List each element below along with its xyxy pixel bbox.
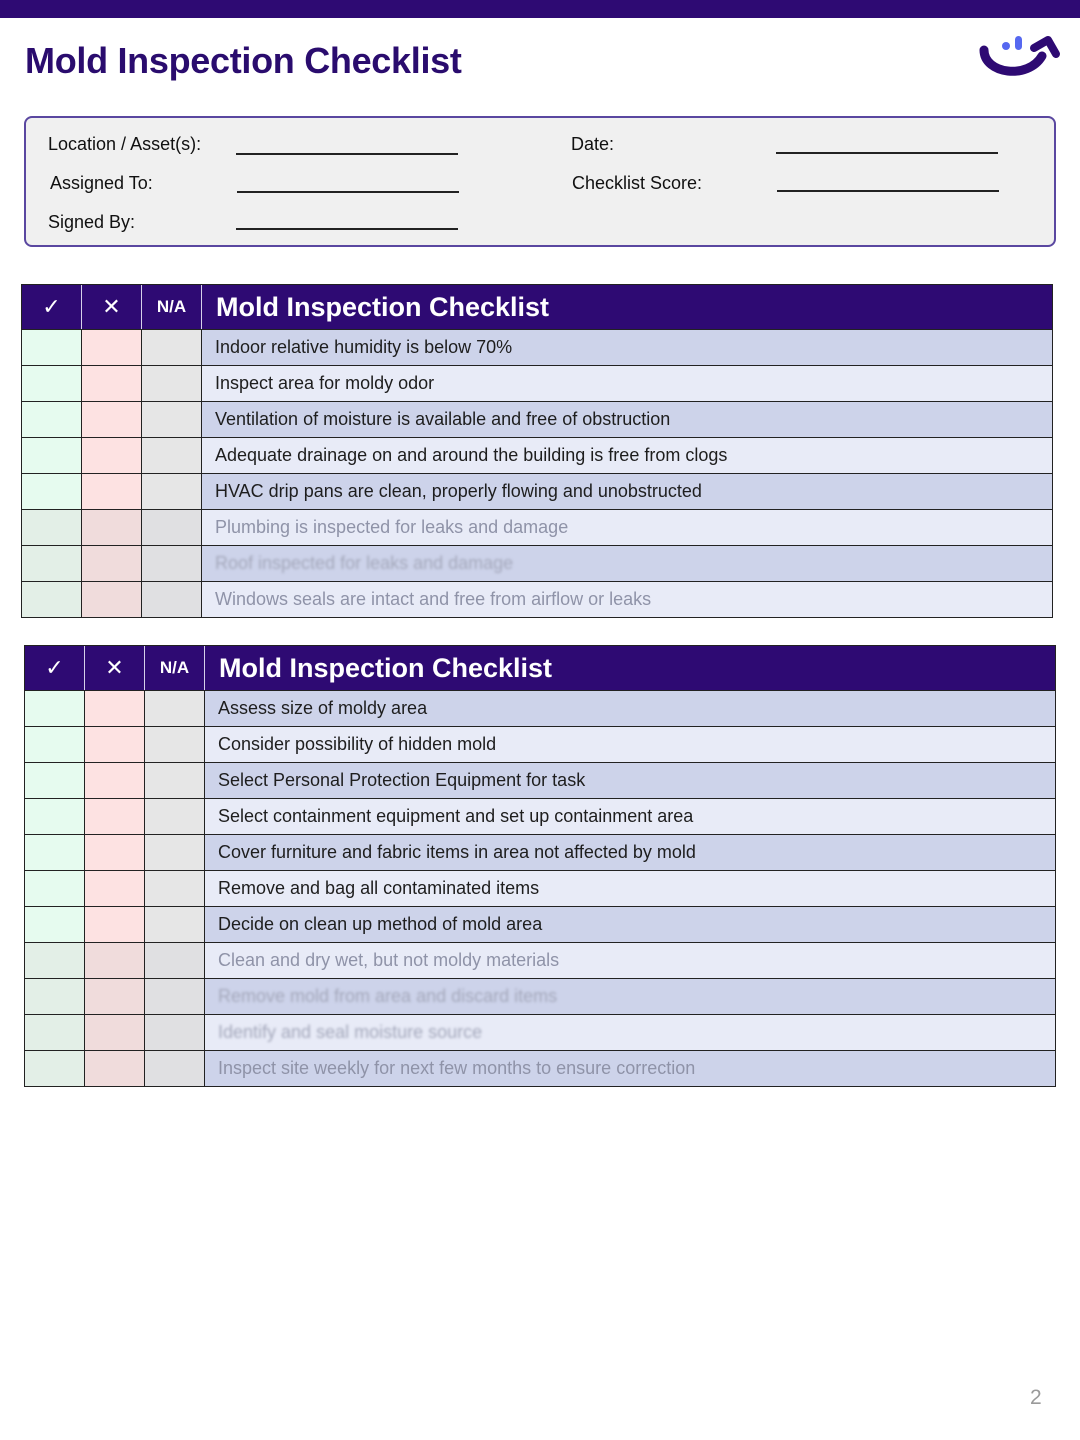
pass-checkbox[interactable] <box>22 474 82 509</box>
item-text: Decide on clean up method of mold area <box>205 907 1055 942</box>
checklist-table-2 <box>24 645 1056 1087</box>
item-text: Identify and seal moisture source <box>205 1015 1055 1050</box>
table-row <box>24 691 1056 727</box>
fail-checkbox[interactable] <box>82 438 142 473</box>
fail-checkbox[interactable] <box>85 1015 145 1050</box>
fail-checkbox[interactable] <box>82 330 142 365</box>
na-checkbox[interactable] <box>142 366 202 401</box>
table-row <box>24 727 1056 763</box>
fail-checkbox[interactable] <box>82 474 142 509</box>
na-column-header: N/A <box>145 646 205 690</box>
pass-checkbox[interactable] <box>25 727 85 762</box>
inspection-info-box <box>24 116 1056 247</box>
table-row <box>24 907 1056 943</box>
fail-checkbox[interactable] <box>85 691 145 726</box>
table-row <box>21 402 1053 438</box>
item-text: Roof inspected for leaks and damage <box>202 546 1052 581</box>
na-checkbox[interactable] <box>145 1051 205 1086</box>
date-input[interactable] <box>776 152 998 154</box>
fail-checkbox[interactable] <box>85 835 145 870</box>
na-checkbox[interactable] <box>142 582 202 617</box>
fail-checkbox[interactable] <box>82 582 142 617</box>
na-checkbox[interactable] <box>142 510 202 545</box>
na-checkbox[interactable] <box>142 438 202 473</box>
signed-label: Signed By: <box>48 212 136 232</box>
table-row <box>21 438 1053 474</box>
checklist-table-1 <box>21 284 1053 618</box>
table-row <box>24 1051 1056 1087</box>
pass-column-header: ✓ <box>22 285 82 329</box>
fail-checkbox[interactable] <box>85 763 145 798</box>
table-row <box>24 871 1056 907</box>
assigned-input[interactable] <box>237 191 459 193</box>
fail-checkbox[interactable] <box>82 546 142 581</box>
pass-checkbox[interactable] <box>25 1015 85 1050</box>
pass-checkbox[interactable] <box>22 546 82 581</box>
item-text: Windows seals are intact and free from airflow or leaks <box>202 582 1052 617</box>
na-checkbox[interactable] <box>145 799 205 834</box>
table-row <box>24 1015 1056 1051</box>
location-label: Location / Asset(s): <box>48 134 202 154</box>
pass-checkbox[interactable] <box>22 582 82 617</box>
pass-checkbox[interactable] <box>25 979 85 1014</box>
fail-checkbox[interactable] <box>85 907 145 942</box>
location-field <box>48 134 201 155</box>
pass-checkbox[interactable] <box>22 438 82 473</box>
table-row <box>24 799 1056 835</box>
pass-checkbox[interactable] <box>25 871 85 906</box>
table-row <box>21 510 1053 546</box>
pass-checkbox[interactable] <box>22 330 82 365</box>
score-label: Checklist Score: <box>572 173 703 193</box>
na-checkbox[interactable] <box>145 1015 205 1050</box>
fail-checkbox[interactable] <box>85 799 145 834</box>
na-checkbox[interactable] <box>145 727 205 762</box>
score-input[interactable] <box>777 190 999 192</box>
item-text: Remove and bag all contaminated items <box>205 871 1055 906</box>
pass-checkbox[interactable] <box>22 510 82 545</box>
na-checkbox[interactable] <box>142 330 202 365</box>
signed-field <box>48 212 135 233</box>
item-text: Inspect site weekly for next few months to ensure correction <box>205 1051 1055 1086</box>
table-row <box>21 366 1053 402</box>
pass-checkbox[interactable] <box>22 366 82 401</box>
table-title: Mold Inspection Checklist <box>216 291 550 322</box>
fail-checkbox[interactable] <box>85 1051 145 1086</box>
na-checkbox[interactable] <box>145 943 205 978</box>
pass-checkbox[interactable] <box>25 835 85 870</box>
na-checkbox[interactable] <box>142 474 202 509</box>
fail-checkbox[interactable] <box>85 979 145 1014</box>
item-text: Select containment equipment and set up containment area <box>205 799 1055 834</box>
table-header <box>24 645 1056 691</box>
signed-input[interactable] <box>236 228 458 230</box>
table-title: Mold Inspection Checklist <box>219 652 553 683</box>
pass-checkbox[interactable] <box>25 691 85 726</box>
table-row <box>24 979 1056 1015</box>
na-checkbox[interactable] <box>145 691 205 726</box>
score-field <box>572 173 702 194</box>
pass-checkbox[interactable] <box>22 402 82 437</box>
na-checkbox[interactable] <box>142 402 202 437</box>
pass-checkbox[interactable] <box>25 943 85 978</box>
table-row <box>21 474 1053 510</box>
pass-checkbox[interactable] <box>25 799 85 834</box>
pass-column-header: ✓ <box>25 646 85 690</box>
table-row <box>21 546 1053 582</box>
location-input[interactable] <box>236 153 458 155</box>
na-checkbox[interactable] <box>145 871 205 906</box>
pass-checkbox[interactable] <box>25 907 85 942</box>
item-text: Assess size of moldy area <box>205 691 1055 726</box>
table-header <box>21 284 1053 330</box>
fail-checkbox[interactable] <box>82 510 142 545</box>
item-text: Clean and dry wet, but not moldy materials <box>205 943 1055 978</box>
table-row <box>24 763 1056 799</box>
assigned-field <box>50 173 153 194</box>
page-title: Mold Inspection Checklist <box>25 40 462 81</box>
item-text: Consider possibility of hidden mold <box>205 727 1055 762</box>
pass-checkbox[interactable] <box>25 763 85 798</box>
fail-checkbox[interactable] <box>82 402 142 437</box>
na-checkbox[interactable] <box>145 907 205 942</box>
item-text: Plumbing is inspected for leaks and damage <box>202 510 1052 545</box>
assigned-label: Assigned To: <box>50 173 153 193</box>
na-checkbox[interactable] <box>145 763 205 798</box>
date-label: Date: <box>571 134 615 154</box>
top-accent-bar <box>0 0 1080 18</box>
fail-column-header: ✕ <box>85 646 145 690</box>
table-row <box>24 943 1056 979</box>
fail-checkbox[interactable] <box>85 871 145 906</box>
item-text: Select Personal Protection Equipment for task <box>205 763 1055 798</box>
date-field <box>571 134 614 155</box>
item-text: Cover furniture and fabric items in area not affected by mold <box>205 835 1055 870</box>
na-checkbox[interactable] <box>145 979 205 1014</box>
fail-checkbox[interactable] <box>85 727 145 762</box>
table-row <box>21 582 1053 618</box>
fail-column-header: ✕ <box>82 285 142 329</box>
page-number: 2 <box>1030 1386 1042 1409</box>
smile-arrow-logo-icon <box>976 30 1062 86</box>
table-row <box>24 835 1056 871</box>
item-text: Adequate drainage on and around the building is free from clogs <box>202 438 1052 473</box>
item-text: Indoor relative humidity is below 70% <box>202 330 1052 365</box>
item-text: Remove mold from area and discard items <box>205 979 1055 1014</box>
na-checkbox[interactable] <box>142 546 202 581</box>
table-row <box>21 330 1053 366</box>
na-checkbox[interactable] <box>145 835 205 870</box>
item-text: HVAC drip pans are clean, properly flowing and unobstructed <box>202 474 1052 509</box>
item-text: Ventilation of moisture is available and free of obstruction <box>202 402 1052 437</box>
item-text: Inspect area for moldy odor <box>202 366 1052 401</box>
pass-checkbox[interactable] <box>25 1051 85 1086</box>
na-column-header: N/A <box>142 285 202 329</box>
fail-checkbox[interactable] <box>82 366 142 401</box>
fail-checkbox[interactable] <box>85 943 145 978</box>
